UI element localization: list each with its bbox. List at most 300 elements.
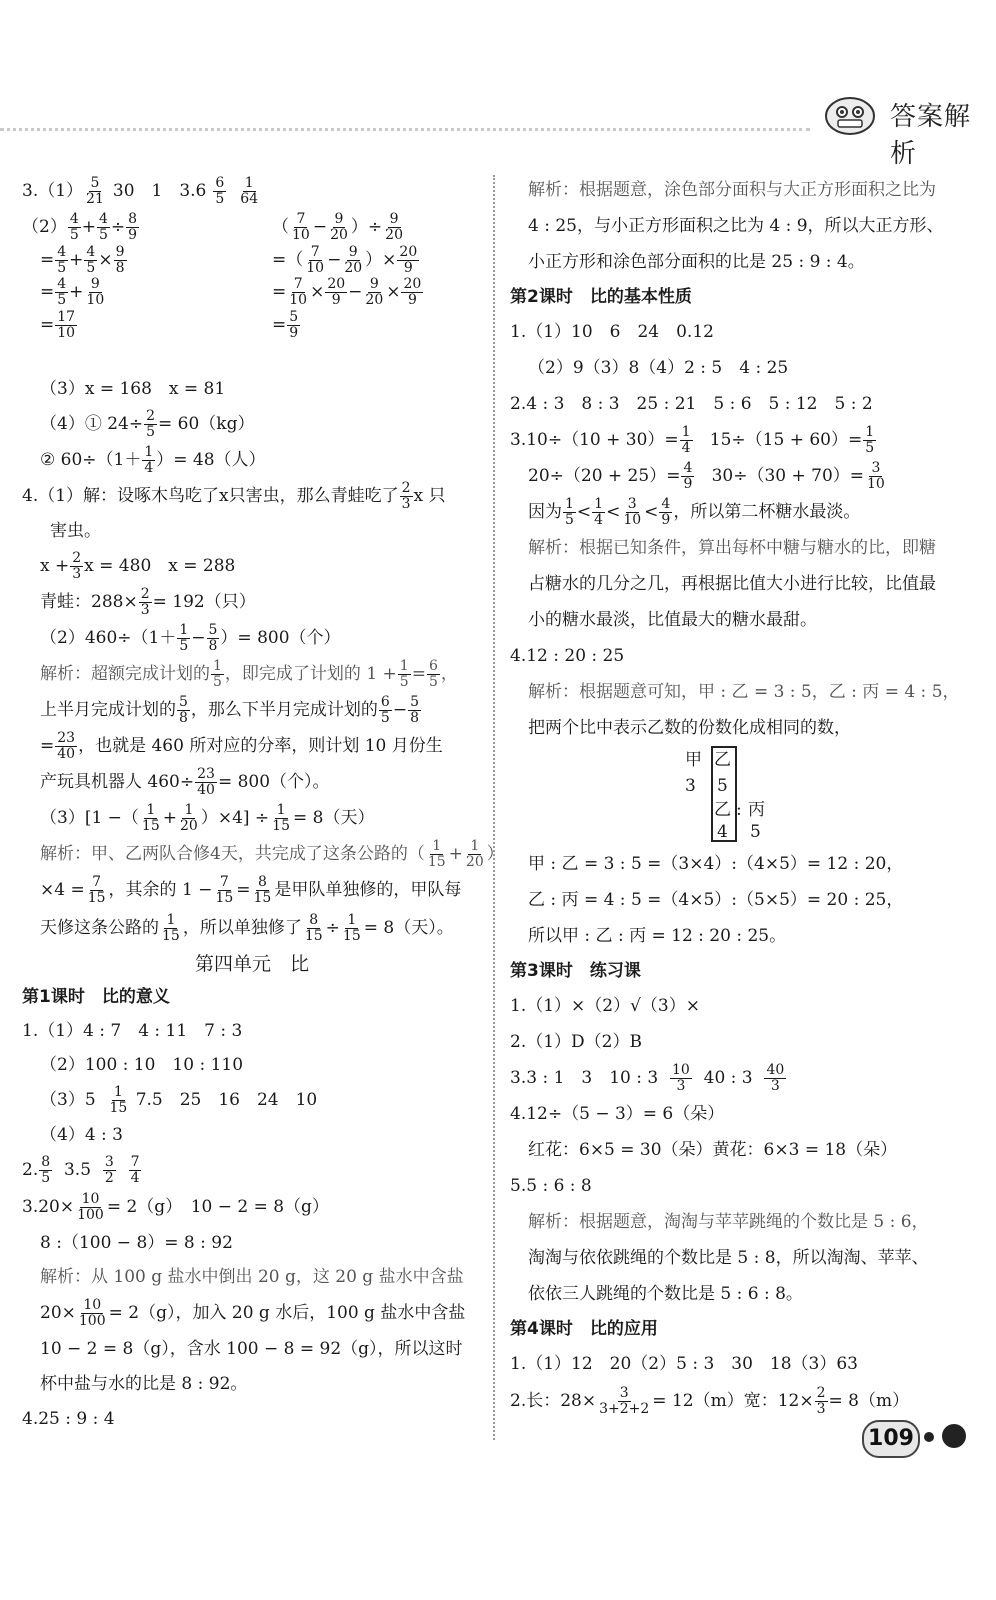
- text: 8: [410, 709, 420, 726]
- text: 10 − 2 = 8（g），含水 100 − 8 = 92（g），所以这时: [40, 1338, 463, 1359]
- answer-line: = $\frac{4}{5}$ + $\frac{4}{5}$ × $\frac{9}{8}$: [40, 243, 125, 276]
- text: 15÷（15 + 60）=: [709, 429, 863, 450]
- fraction: [86, 875, 108, 905]
- answer-line: [510, 846, 980, 882]
- fraction: [55, 245, 68, 275]
- text: ，其余的 1 −: [108, 879, 213, 900]
- text: 4.12 : 20 : 25: [510, 645, 625, 666]
- text: ，也就是 460 所对应的分率，则计划 10 月份生: [78, 735, 443, 756]
- fraction: [303, 913, 325, 943]
- text: 2: [140, 585, 150, 602]
- answer-line: 解析：甲、乙两队合修4天，共完成了这条公路的（ $\frac{1}{15}$ + $\frac{1}{20}$ ）: [40, 837, 504, 870]
- fraction: [363, 277, 385, 307]
- text: 6: [215, 174, 225, 191]
- text: 20: [399, 243, 418, 260]
- answer-line: [22, 1366, 482, 1402]
- text: 40: [197, 781, 215, 798]
- text: 10: [623, 511, 642, 528]
- text: 20: [465, 853, 484, 870]
- answer-line: [510, 1168, 980, 1204]
- text: 6: [380, 693, 390, 710]
- answer-line: [22, 172, 482, 210]
- text: 乙: [714, 800, 731, 820]
- text: 1: [347, 911, 357, 928]
- text: 2: [401, 479, 411, 496]
- text: 所以甲 : 乙 : 丙 = 12 : 20 : 25。: [528, 925, 787, 946]
- text: 青蛙：288×: [40, 591, 138, 612]
- text: 1: [276, 801, 286, 818]
- fraction: [383, 212, 405, 242]
- answer-line: [510, 988, 980, 1024]
- answer-line: [272, 308, 482, 342]
- answer-line: [22, 1402, 482, 1436]
- fraction: [140, 803, 162, 833]
- text: 9: [128, 226, 138, 243]
- answer-line: [510, 530, 980, 566]
- answer-line: [510, 172, 980, 208]
- fraction: [379, 695, 392, 725]
- text: 3: [401, 495, 411, 512]
- text: 10: [306, 259, 325, 276]
- text: 5: [410, 693, 420, 710]
- text: 甲 : 乙 = 3 : 5 =（3×4）:（4×5）= 12 : 20，: [528, 853, 904, 874]
- text: ，那么下半月完成计划的: [190, 699, 378, 720]
- text: 8: [309, 911, 319, 928]
- text: 1: [594, 495, 604, 512]
- text: 杯中盐与水的比是 8 : 92。: [40, 1373, 248, 1394]
- text: 3: [871, 459, 881, 476]
- text: 乙: [714, 750, 731, 770]
- text: 2: [72, 549, 82, 566]
- answer-line: =（ $\frac{7}{10}$ − $\frac{9}{20}$ ）× $\frac{20}{9}$: [272, 243, 418, 276]
- answer-line: （2）460÷（1＋ $\frac{1}{5}$ − $\frac{5}{8}$ ）= 800（个）: [40, 621, 341, 654]
- text: 上半月完成计划的: [40, 699, 176, 720]
- text: 8: [115, 259, 125, 276]
- answer-line: （ $\frac{7}{10}$ − $\frac{9}{20}$ ）÷ $\frac{9}{20}$: [272, 210, 403, 243]
- text: 1: [144, 443, 154, 460]
- text: 9: [369, 275, 379, 292]
- fraction: [408, 695, 421, 725]
- text: 3: [816, 1400, 826, 1417]
- text: 10: [57, 324, 76, 341]
- text: 3: [627, 495, 637, 512]
- text: 4: [86, 243, 96, 260]
- answer-line: [510, 208, 980, 244]
- fraction: [270, 803, 292, 833]
- text: 9: [389, 210, 399, 227]
- answer-line: 天修这条公路的 $\frac{1}{15}$ ，所以单独修了 $\frac{8}{15}$ ÷ $\frac{1}{15}$ = 8（天）。: [40, 911, 454, 944]
- text: x = 168 x = 81: [84, 378, 226, 399]
- text: 1.（1）10 6 24 0.12: [510, 321, 714, 342]
- text: 3: [770, 1077, 780, 1094]
- text: 23: [57, 729, 76, 746]
- fraction: [464, 839, 486, 869]
- text: 7: [293, 275, 303, 292]
- text: 9: [403, 259, 413, 276]
- header-rule: [0, 128, 810, 131]
- text: 依依三人跳绳的个数比是 5 : 6 : 8。: [528, 1283, 803, 1304]
- text: 5: [146, 423, 156, 440]
- fraction: [207, 623, 220, 653]
- answer-line: [22, 1118, 482, 1152]
- text: 7: [92, 873, 102, 890]
- answer-line: [510, 1382, 980, 1420]
- answer-line: [510, 674, 980, 710]
- answer-line: [510, 918, 980, 954]
- fraction: [129, 1155, 142, 1185]
- text: 5: [41, 1169, 51, 1186]
- fraction: [597, 1386, 651, 1416]
- answer-line: [510, 350, 980, 386]
- text: 100: [78, 1312, 106, 1329]
- text: 甲: [685, 750, 702, 770]
- text: 8: [41, 1153, 51, 1170]
- fraction: [160, 913, 182, 943]
- text: 1: [146, 801, 156, 818]
- text: =: [411, 663, 426, 684]
- text: 15: [304, 927, 323, 944]
- answer-line: [22, 478, 482, 514]
- text: 5: [750, 822, 761, 842]
- answer-line: [510, 314, 980, 350]
- section-title: 答案解析: [890, 102, 972, 169]
- ratio-diagram: 甲 3 乙 5 乙 4 : 丙 5: [510, 746, 980, 846]
- text: 5: [289, 308, 299, 325]
- text: 15: [141, 817, 160, 834]
- text: 8 :（100 − 8）= 8 : 92: [40, 1232, 233, 1253]
- text: = 2（g），加入 20 g 水后，100 g 盐水中含盐: [108, 1302, 466, 1323]
- fraction: [177, 695, 190, 725]
- answer-line: [22, 1048, 482, 1082]
- text: 2.: [22, 1159, 39, 1180]
- answer-line: 解析：超额完成计划的 $\frac{1}{5}$ ，即完成了计划的 1 + $\frac{1}{5}$ = $\frac{6}{5}$ ，: [40, 657, 458, 690]
- decor-dot: [942, 1424, 966, 1448]
- lesson-title: 第1课时 比的意义: [22, 987, 170, 1007]
- fraction: [97, 212, 110, 242]
- answer-line: [510, 566, 980, 602]
- text: 10: [289, 291, 308, 308]
- text: 5: [565, 511, 574, 528]
- text: 2.4 : 3 8 : 3 25 : 21 5 : 6 5 : 12 5 : 2: [510, 393, 873, 414]
- text: 3.3 : 1 3 10 : 3: [510, 1067, 659, 1088]
- text: （2）100 : 10 10 : 110: [40, 1054, 244, 1075]
- text: 5: [428, 673, 438, 690]
- text: ）= 48（人）: [156, 449, 266, 470]
- text: 1.（1）4 : 7 4 : 11 7 : 3: [22, 1020, 243, 1041]
- text: 1: [184, 801, 194, 818]
- answer-line: [510, 710, 980, 746]
- text: 解析：甲、乙两队合修4天，共完成了这条公路的（: [40, 843, 425, 864]
- text: 40 : 3: [703, 1067, 753, 1088]
- answer-line: [22, 1294, 482, 1332]
- fraction: [680, 425, 693, 455]
- text: = 60（kg）: [158, 413, 255, 434]
- fraction: [764, 1063, 786, 1093]
- text: 7: [130, 1153, 140, 1170]
- text: 3.（1）: [22, 180, 84, 201]
- text: 4: [99, 210, 108, 227]
- fraction: [195, 767, 217, 797]
- fraction: [427, 659, 440, 689]
- text: 4: [661, 495, 671, 512]
- text: 天修这条公路的: [40, 917, 159, 938]
- answer-line: [510, 1346, 980, 1382]
- text: = 12（m）宽：12×: [652, 1390, 814, 1411]
- fraction: [304, 245, 326, 275]
- text: 100: [77, 1206, 104, 1223]
- text: 2: [816, 1384, 826, 1401]
- text: 3.20×: [22, 1196, 75, 1217]
- text: ）= 800（个）: [220, 627, 341, 648]
- text: 15: [427, 853, 446, 870]
- text: （3）[1 −（: [40, 807, 139, 828]
- text: 20: [385, 226, 403, 243]
- text: （4）4 : 3: [40, 1124, 123, 1145]
- fraction: [142, 445, 155, 475]
- text: 4: [683, 459, 693, 476]
- text: 1: [865, 423, 875, 440]
- text: 把两个比中表示乙数的份数化成相同的数，: [528, 717, 851, 738]
- text: 2.（1）D（2）B: [510, 1031, 642, 1052]
- text: 是甲队单独修的，甲队每: [274, 879, 462, 900]
- text: 8: [179, 709, 188, 726]
- text: 40: [57, 745, 76, 762]
- text: 15: [162, 927, 180, 944]
- answer-line: [22, 1082, 482, 1118]
- fraction: [863, 425, 876, 455]
- text: 5: [213, 673, 222, 690]
- fraction: [865, 461, 887, 491]
- text: 5: [215, 190, 225, 207]
- text: 20: [327, 275, 346, 292]
- fraction: [659, 497, 672, 527]
- text: 40: [766, 1061, 785, 1078]
- text: 5: [208, 621, 218, 638]
- text: 2.长：28×: [510, 1390, 597, 1411]
- fraction: [238, 176, 260, 206]
- text: =: [272, 314, 287, 335]
- text: 害虫。: [50, 520, 101, 541]
- text: 5: [179, 693, 188, 710]
- text: 占糖水的几分之几，再根据比值大小进行比较，比值最: [528, 573, 936, 594]
- text: 4: [594, 511, 604, 528]
- text: 9: [331, 291, 341, 308]
- text: 4: [717, 822, 728, 842]
- text: （4）① 24÷: [40, 413, 144, 434]
- text: 20: [330, 226, 348, 243]
- decor-dot: [924, 1432, 934, 1442]
- lesson-title: 第4课时 比的应用: [510, 1319, 658, 1339]
- fraction: [592, 497, 605, 527]
- text: 20: [344, 259, 363, 276]
- text: ×4 =: [40, 879, 85, 900]
- text: 7: [296, 210, 306, 227]
- text: 5: [865, 439, 875, 456]
- text: 30 1 3.6: [112, 180, 207, 201]
- answer-line: [510, 1132, 980, 1168]
- text: 8: [128, 210, 138, 227]
- text: = 2（g） 10 − 2 = 8（g）: [106, 1196, 329, 1217]
- answer-line: 因为 $\frac{1}{5}$ < $\frac{1}{4}$ < $\frac{3}{10}$ < $\frac{4}{9}$ ，所以第二杯糖水最淡。: [528, 495, 861, 528]
- text: 1: [399, 657, 409, 674]
- answer-line: [510, 882, 980, 918]
- text: 5: [90, 174, 100, 191]
- text: 5: [57, 259, 67, 276]
- text: 丙: [748, 800, 765, 820]
- text: 17: [57, 308, 76, 325]
- text: 1: [179, 621, 189, 638]
- text: 解析：根据题意可知，甲 : 乙 = 3 : 5，乙 : 丙 = 4 : 5，: [528, 681, 960, 702]
- text: 1: [166, 911, 176, 928]
- text: 3: [140, 601, 150, 618]
- fraction: [107, 1085, 129, 1115]
- text: 9: [683, 475, 693, 492]
- text: 淘淘与依依跳绳的个数比是 5 : 8，所以淘淘、苹苹、: [528, 1247, 929, 1268]
- answer-line: = $\frac{7}{10}$ × $\frac{20}{9}$ − $\frac{9}{20}$ × $\frac{20}{9}$: [272, 275, 422, 308]
- answer-line: [510, 458, 980, 494]
- fraction: [55, 277, 68, 307]
- text: 3: [72, 565, 82, 582]
- text: 5.5 : 6 : 8: [510, 1175, 592, 1196]
- fraction: [328, 212, 350, 242]
- text: 3: [619, 1384, 629, 1401]
- answer-line: （2） $\frac{4}{5}$ + $\frac{4}{5}$ ÷ $\frac{8}{9}$: [22, 210, 138, 243]
- text: 15: [87, 889, 106, 906]
- text: = 8（m）: [828, 1390, 910, 1411]
- fraction: [139, 587, 152, 617]
- text: =: [40, 281, 55, 302]
- text: =: [40, 249, 55, 270]
- text: 20: [180, 817, 198, 834]
- text: 9: [348, 243, 358, 260]
- fraction: [401, 277, 423, 307]
- answer-line: [22, 548, 482, 584]
- answer-line: [510, 1276, 980, 1312]
- answer-line: [22, 1226, 482, 1260]
- text: 2: [146, 407, 156, 424]
- fraction: [114, 245, 127, 275]
- fraction: [252, 875, 274, 905]
- text: 4: [681, 439, 691, 456]
- text: 3.5: [63, 1159, 92, 1180]
- text: 9: [289, 324, 299, 341]
- text: 9: [115, 243, 125, 260]
- answer-line: [22, 308, 262, 342]
- text: 1: [213, 657, 222, 674]
- fraction: [670, 1063, 692, 1093]
- text: 9: [90, 275, 100, 292]
- text: 小的糖水最淡，比值最大的糖水最甜。: [528, 609, 817, 630]
- fraction: [177, 623, 190, 653]
- answer-line: [510, 386, 980, 422]
- answer-line: = $\frac{23}{40}$ ，也就是 460 所对应的分率，则计划 10 月份生: [40, 729, 443, 762]
- text: x = 480 x = 288: [84, 555, 236, 576]
- text: （2）460÷（1＋: [40, 627, 177, 648]
- text: 乙 : 丙 = 4 : 5 =（4×5）:（5×5）= 20 : 25，: [528, 889, 904, 910]
- text: 3: [676, 1077, 686, 1094]
- text: 4: [69, 210, 79, 227]
- text: 5: [380, 709, 390, 726]
- answer-line: [22, 764, 482, 800]
- answer-line: [510, 1240, 980, 1276]
- answer-line: ×4 = $\frac{7}{15}$ ，其余的 1 − $\frac{7}{15}$ = $\frac{8}{15}$ 是甲队单独修的，甲队每: [40, 873, 462, 906]
- text: ，即完成了计划的 1 +: [224, 663, 397, 684]
- owl-mascot-icon: [820, 90, 880, 136]
- fraction: [287, 277, 309, 307]
- text: 10: [292, 226, 310, 243]
- text: 9: [407, 291, 417, 308]
- text: ）×4] ÷: [200, 807, 270, 828]
- text: （3）5: [40, 1089, 96, 1110]
- fraction: [68, 212, 81, 242]
- text: 1: [565, 495, 574, 512]
- fraction: [55, 731, 77, 761]
- fraction: [341, 913, 363, 943]
- answer-line: [510, 1204, 980, 1240]
- text: 小正方形和涂色部分面积的比是 25 : 9 : 4。: [528, 251, 865, 272]
- answer-line: [22, 1014, 482, 1048]
- text: 15: [272, 817, 290, 834]
- lesson-title: 第3课时 练习课: [510, 961, 641, 981]
- text: 4: [130, 1169, 140, 1186]
- fraction: [84, 245, 97, 275]
- answer-line: [22, 1188, 482, 1226]
- text: 5: [69, 226, 79, 243]
- text: 5: [57, 291, 67, 308]
- answer-line: （3）[1 −（ $\frac{1}{15}$ + $\frac{1}{20}$ ）×4] ÷ $\frac{1}{15}$ = 8（天）: [40, 801, 375, 834]
- unit-title: 第四单元 比: [194, 953, 309, 975]
- answer-line: [22, 1332, 482, 1366]
- text: 2: [104, 1169, 114, 1186]
- fraction: [55, 310, 77, 340]
- text: 7.5 25 16 24 10: [135, 1089, 318, 1110]
- text: 5: [399, 673, 409, 690]
- text: 8: [208, 637, 218, 654]
- text: 4.（1）解：设啄木鸟吃了x只害虫，那么青蛙吃了: [22, 485, 399, 506]
- fraction: [325, 277, 347, 307]
- fraction: [84, 176, 106, 206]
- fraction: [398, 659, 411, 689]
- fraction: [103, 1155, 116, 1185]
- fraction: [77, 1298, 108, 1328]
- fraction: [211, 659, 224, 689]
- text: 20×: [40, 1302, 76, 1323]
- text: 10: [81, 1190, 100, 1207]
- text: x +: [40, 555, 70, 576]
- text: x 只: [413, 485, 446, 506]
- answer-line: [22, 692, 482, 728]
- text: 红花：6×5 = 30（朵）黄花：6×3 = 18（朵）: [528, 1139, 898, 1160]
- text: 10: [867, 475, 885, 492]
- fraction: [563, 497, 576, 527]
- text: （2）: [22, 216, 67, 237]
- fraction: [681, 461, 694, 491]
- text: 15: [215, 889, 234, 906]
- text: 5: [717, 776, 728, 796]
- text: 9: [334, 210, 344, 227]
- fraction: [39, 1155, 52, 1185]
- text: = 8（天）。: [363, 917, 454, 938]
- text: 6: [428, 657, 438, 674]
- text: 1: [470, 837, 480, 854]
- text: 30÷（30 + 70）=: [711, 465, 865, 486]
- text: 20: [365, 291, 384, 308]
- text: 1: [113, 1083, 123, 1100]
- text: 10: [672, 1061, 690, 1078]
- fraction: [178, 803, 200, 833]
- fraction: [397, 245, 419, 275]
- text: 1.（1）12 20（2）5 : 3 30 18（3）63: [510, 1353, 858, 1374]
